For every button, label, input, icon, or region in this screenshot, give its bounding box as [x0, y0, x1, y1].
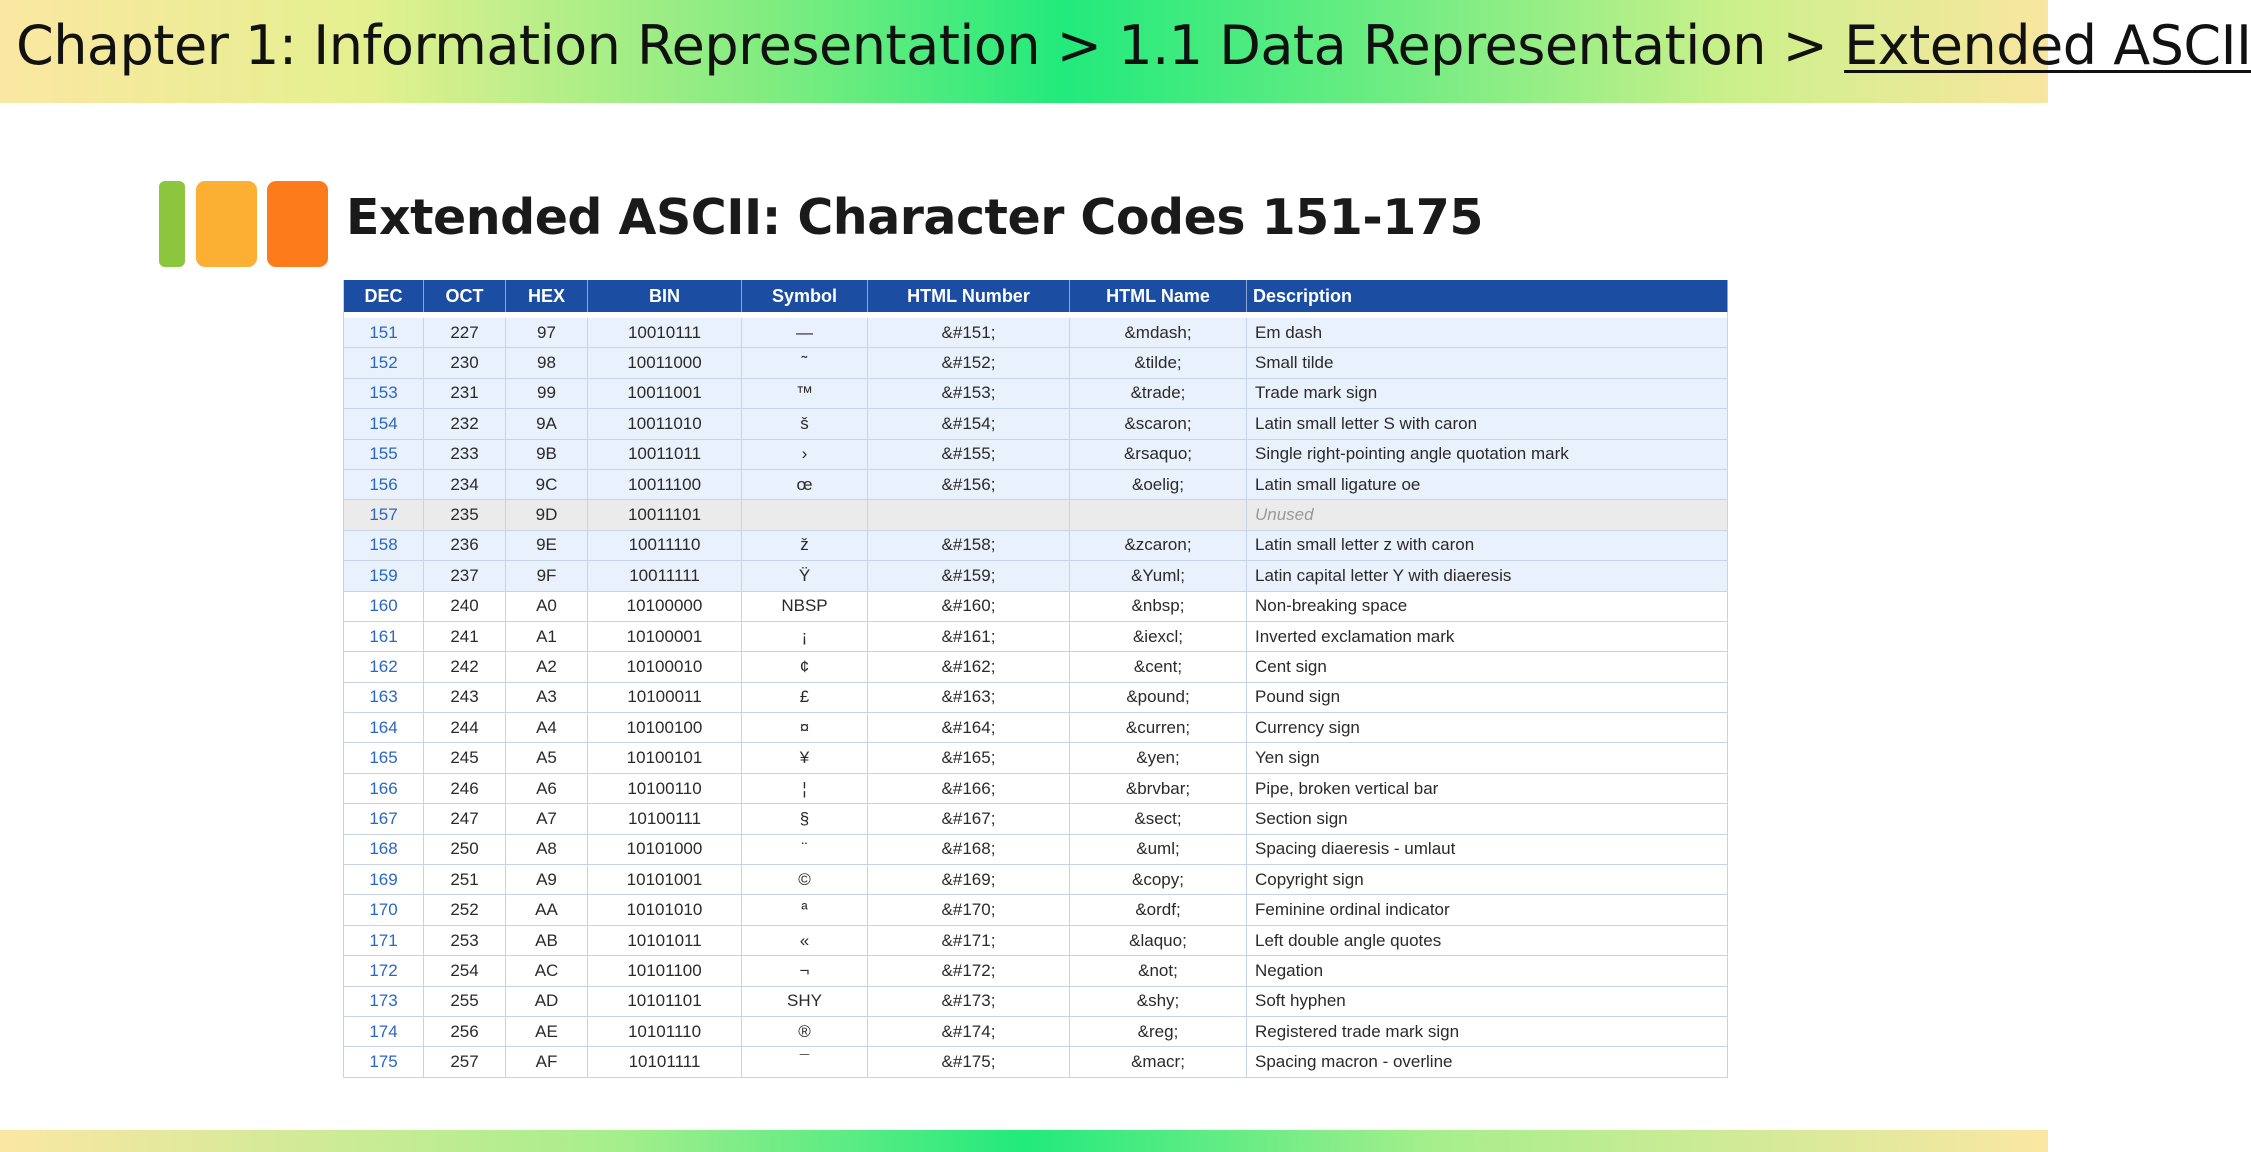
dec-cell: 153	[344, 378, 424, 408]
table-row	[344, 591, 1728, 621]
html-number-cell: &#173;	[868, 986, 1070, 1016]
dec-cell: 170	[344, 895, 424, 925]
oct-cell: 244	[424, 713, 506, 743]
table-row	[344, 500, 1728, 530]
bin-cell: 10101100	[588, 956, 742, 986]
table-row	[344, 773, 1728, 803]
table-row	[344, 409, 1728, 439]
html-name-cell: &curren;	[1070, 713, 1247, 743]
symbol-cell: «	[742, 925, 868, 955]
dec-cell: 157	[344, 500, 424, 530]
dec-cell: 151	[344, 318, 424, 348]
html-name-cell: &Yuml;	[1070, 561, 1247, 591]
oct-cell: 254	[424, 956, 506, 986]
table-header-row	[344, 280, 1728, 312]
table-body	[344, 312, 1728, 1077]
bin-cell: 10100011	[588, 682, 742, 712]
symbol-cell: ©	[742, 865, 868, 895]
table-row	[344, 530, 1728, 560]
symbol-cell: ¥	[742, 743, 868, 773]
html-name-cell: &zcaron;	[1070, 530, 1247, 560]
table-row	[344, 925, 1728, 955]
dec-cell: 154	[344, 409, 424, 439]
hex-cell: AF	[506, 1047, 588, 1077]
oct-cell: 255	[424, 986, 506, 1016]
symbol-cell	[742, 500, 868, 530]
bin-cell: 10011011	[588, 439, 742, 469]
description-cell: Spacing macron - overline	[1247, 1047, 1728, 1077]
html-number-cell: &#171;	[868, 925, 1070, 955]
html-number-cell: &#164;	[868, 713, 1070, 743]
oct-cell: 252	[424, 895, 506, 925]
dec-cell: 161	[344, 621, 424, 651]
column-header-dec: DEC	[344, 280, 424, 312]
description-cell: Trade mark sign	[1247, 378, 1728, 408]
symbol-cell: ˜	[742, 348, 868, 378]
page-title: Extended ASCII: Character Codes 151-175	[346, 189, 1483, 246]
dec-cell: 169	[344, 865, 424, 895]
hex-cell: AD	[506, 986, 588, 1016]
table-row	[344, 682, 1728, 712]
bin-cell: 10100000	[588, 591, 742, 621]
dec-cell: 167	[344, 804, 424, 834]
oct-cell: 230	[424, 348, 506, 378]
bin-cell: 10101001	[588, 865, 742, 895]
hex-cell: A3	[506, 682, 588, 712]
html-number-cell: &#172;	[868, 956, 1070, 986]
oct-cell: 246	[424, 773, 506, 803]
description-cell: Left double angle quotes	[1247, 925, 1728, 955]
table-row	[344, 561, 1728, 591]
symbol-cell: ¯	[742, 1047, 868, 1077]
bottom-banner	[0, 1130, 2048, 1152]
oct-cell: 233	[424, 439, 506, 469]
html-number-cell: &#165;	[868, 743, 1070, 773]
table-row	[344, 318, 1728, 348]
oct-cell: 251	[424, 865, 506, 895]
bin-cell: 10101011	[588, 925, 742, 955]
html-name-cell: &shy;	[1070, 986, 1247, 1016]
column-header-html-number: HTML Number	[868, 280, 1070, 312]
column-header-description: Description	[1247, 280, 1728, 312]
logo-bar-yellow	[196, 181, 257, 267]
table-row	[344, 865, 1728, 895]
html-number-cell: &#161;	[868, 621, 1070, 651]
dec-cell: 173	[344, 986, 424, 1016]
description-cell: Em dash	[1247, 318, 1728, 348]
symbol-cell: ¬	[742, 956, 868, 986]
column-header-hex: HEX	[506, 280, 588, 312]
html-number-cell: &#151;	[868, 318, 1070, 348]
bin-cell: 10011100	[588, 469, 742, 499]
html-number-cell: &#158;	[868, 530, 1070, 560]
description-cell: Currency sign	[1247, 713, 1728, 743]
html-name-cell: &rsaquo;	[1070, 439, 1247, 469]
hex-cell: A0	[506, 591, 588, 621]
oct-cell: 237	[424, 561, 506, 591]
hex-cell: AB	[506, 925, 588, 955]
description-cell: Small tilde	[1247, 348, 1728, 378]
html-name-cell: &pound;	[1070, 682, 1247, 712]
hex-cell: 9C	[506, 469, 588, 499]
html-number-cell: &#167;	[868, 804, 1070, 834]
dec-cell: 155	[344, 439, 424, 469]
bin-cell: 10100110	[588, 773, 742, 803]
oct-cell: 235	[424, 500, 506, 530]
html-number-cell: &#152;	[868, 348, 1070, 378]
html-number-cell: &#153;	[868, 378, 1070, 408]
table-row	[344, 713, 1728, 743]
hex-cell: AE	[506, 1016, 588, 1046]
symbol-cell: ª	[742, 895, 868, 925]
html-name-cell: &brvbar;	[1070, 773, 1247, 803]
dec-cell: 165	[344, 743, 424, 773]
description-cell: Negation	[1247, 956, 1728, 986]
description-cell: Latin small letter z with caron	[1247, 530, 1728, 560]
dec-cell: 159	[344, 561, 424, 591]
html-name-cell: &oelig;	[1070, 469, 1247, 499]
breadcrumb-current[interactable]: Extended ASCII	[1844, 14, 2251, 77]
dec-cell: 158	[344, 530, 424, 560]
dec-cell: 160	[344, 591, 424, 621]
bin-cell: 10011000	[588, 348, 742, 378]
hex-cell: A9	[506, 865, 588, 895]
description-cell: Cent sign	[1247, 652, 1728, 682]
symbol-cell: ™	[742, 378, 868, 408]
hex-cell: 9B	[506, 439, 588, 469]
description-cell: Pipe, broken vertical bar	[1247, 773, 1728, 803]
bin-cell: 10011010	[588, 409, 742, 439]
symbol-cell: ¦	[742, 773, 868, 803]
hex-cell: 9F	[506, 561, 588, 591]
html-number-cell: &#160;	[868, 591, 1070, 621]
description-cell: Latin small ligature oe	[1247, 469, 1728, 499]
symbol-cell: SHY	[742, 986, 868, 1016]
html-number-cell	[868, 500, 1070, 530]
symbol-cell: ¢	[742, 652, 868, 682]
oct-cell: 256	[424, 1016, 506, 1046]
oct-cell: 240	[424, 591, 506, 621]
description-cell: Spacing diaeresis - umlaut	[1247, 834, 1728, 864]
html-number-cell: &#169;	[868, 865, 1070, 895]
description-cell: Yen sign	[1247, 743, 1728, 773]
table-row	[344, 378, 1728, 408]
breadcrumb-chapter[interactable]: Chapter 1: Information Representation	[16, 14, 1041, 77]
hex-cell: A8	[506, 834, 588, 864]
html-name-cell: &copy;	[1070, 865, 1247, 895]
hex-cell: 9E	[506, 530, 588, 560]
breadcrumb-section[interactable]: 1.1 Data Representation	[1118, 14, 1766, 77]
html-number-cell: &#170;	[868, 895, 1070, 925]
oct-cell: 250	[424, 834, 506, 864]
hex-cell: A7	[506, 804, 588, 834]
html-name-cell: &macr;	[1070, 1047, 1247, 1077]
symbol-cell: ž	[742, 530, 868, 560]
symbol-cell: ¨	[742, 834, 868, 864]
html-number-cell: &#163;	[868, 682, 1070, 712]
symbol-cell: —	[742, 318, 868, 348]
oct-cell: 241	[424, 621, 506, 651]
html-name-cell: &laquo;	[1070, 925, 1247, 955]
html-name-cell: &trade;	[1070, 378, 1247, 408]
table-row	[344, 1016, 1728, 1046]
description-cell: Unused	[1247, 500, 1728, 530]
html-number-cell: &#156;	[868, 469, 1070, 499]
oct-cell: 257	[424, 1047, 506, 1077]
bin-cell: 10101000	[588, 834, 742, 864]
html-name-cell: &scaron;	[1070, 409, 1247, 439]
bin-cell: 10101010	[588, 895, 742, 925]
symbol-cell: ®	[742, 1016, 868, 1046]
bin-cell: 10010111	[588, 318, 742, 348]
table-row	[344, 621, 1728, 651]
table-row	[344, 652, 1728, 682]
bin-cell: 10011111	[588, 561, 742, 591]
symbol-cell: ¡	[742, 621, 868, 651]
table-row	[344, 956, 1728, 986]
hex-cell: 9D	[506, 500, 588, 530]
html-number-cell: &#154;	[868, 409, 1070, 439]
dec-cell: 152	[344, 348, 424, 378]
description-cell: Non-breaking space	[1247, 591, 1728, 621]
html-number-cell: &#166;	[868, 773, 1070, 803]
oct-cell: 253	[424, 925, 506, 955]
symbol-cell: NBSP	[742, 591, 868, 621]
dec-cell: 163	[344, 682, 424, 712]
bin-cell: 10100101	[588, 743, 742, 773]
html-number-cell: &#159;	[868, 561, 1070, 591]
table-row	[344, 1047, 1728, 1077]
bin-cell: 10100001	[588, 621, 742, 651]
bin-cell: 10011001	[588, 378, 742, 408]
html-name-cell: &not;	[1070, 956, 1247, 986]
html-name-cell: &nbsp;	[1070, 591, 1247, 621]
symbol-cell: §	[742, 804, 868, 834]
bin-cell: 10100010	[588, 652, 742, 682]
description-cell: Copyright sign	[1247, 865, 1728, 895]
column-header-symbol: Symbol	[742, 280, 868, 312]
hex-cell: A2	[506, 652, 588, 682]
hex-cell: 97	[506, 318, 588, 348]
oct-cell: 231	[424, 378, 506, 408]
html-number-cell: &#175;	[868, 1047, 1070, 1077]
table-row	[344, 804, 1728, 834]
dec-cell: 171	[344, 925, 424, 955]
breadcrumb-separator: >	[1765, 14, 1845, 77]
description-cell: Inverted exclamation mark	[1247, 621, 1728, 651]
oct-cell: 234	[424, 469, 506, 499]
bin-cell: 10011110	[588, 530, 742, 560]
html-name-cell	[1070, 500, 1247, 530]
table-row	[344, 834, 1728, 864]
symbol-cell: ›	[742, 439, 868, 469]
column-header-bin: BIN	[588, 280, 742, 312]
dec-cell: 156	[344, 469, 424, 499]
description-cell: Registered trade mark sign	[1247, 1016, 1728, 1046]
html-name-cell: &cent;	[1070, 652, 1247, 682]
bin-cell: 10101101	[588, 986, 742, 1016]
html-number-cell: &#155;	[868, 439, 1070, 469]
logo-bar-orange	[267, 181, 328, 267]
table-row	[344, 348, 1728, 378]
symbol-cell: œ	[742, 469, 868, 499]
bin-cell: 10100111	[588, 804, 742, 834]
html-number-cell: &#174;	[868, 1016, 1070, 1046]
description-cell: Soft hyphen	[1247, 986, 1728, 1016]
oct-cell: 247	[424, 804, 506, 834]
oct-cell: 236	[424, 530, 506, 560]
symbol-cell: ¤	[742, 713, 868, 743]
dec-cell: 162	[344, 652, 424, 682]
dec-cell: 174	[344, 1016, 424, 1046]
hex-cell: A6	[506, 773, 588, 803]
ascii-table	[343, 280, 1728, 1078]
hex-cell: AA	[506, 895, 588, 925]
bin-cell: 10101110	[588, 1016, 742, 1046]
hex-cell: A4	[506, 713, 588, 743]
oct-cell: 243	[424, 682, 506, 712]
html-name-cell: &yen;	[1070, 743, 1247, 773]
hex-cell: 99	[506, 378, 588, 408]
table-row	[344, 469, 1728, 499]
dec-cell: 172	[344, 956, 424, 986]
html-number-cell: &#168;	[868, 834, 1070, 864]
html-name-cell: &mdash;	[1070, 318, 1247, 348]
oct-cell: 227	[424, 318, 506, 348]
table-row	[344, 895, 1728, 925]
dec-cell: 166	[344, 773, 424, 803]
symbol-cell: Ÿ	[742, 561, 868, 591]
html-name-cell: &ordf;	[1070, 895, 1247, 925]
hex-cell: A5	[506, 743, 588, 773]
breadcrumb	[16, 14, 2251, 77]
bin-cell: 10100100	[588, 713, 742, 743]
html-name-cell: &reg;	[1070, 1016, 1247, 1046]
description-cell: Pound sign	[1247, 682, 1728, 712]
hex-cell: AC	[506, 956, 588, 986]
description-cell: Latin capital letter Y with diaeresis	[1247, 561, 1728, 591]
description-cell: Single right-pointing angle quotation mark	[1247, 439, 1728, 469]
column-header-html-name: HTML Name	[1070, 280, 1247, 312]
oct-cell: 242	[424, 652, 506, 682]
description-cell: Feminine ordinal indicator	[1247, 895, 1728, 925]
table-row	[344, 439, 1728, 469]
bin-cell: 10101111	[588, 1047, 742, 1077]
table-row	[344, 986, 1728, 1016]
hex-cell: 9A	[506, 409, 588, 439]
symbol-cell: £	[742, 682, 868, 712]
html-name-cell: &sect;	[1070, 804, 1247, 834]
html-name-cell: &tilde;	[1070, 348, 1247, 378]
html-name-cell: &uml;	[1070, 834, 1247, 864]
breadcrumb-separator: >	[1040, 14, 1119, 77]
logo-bar-green	[159, 181, 185, 267]
column-header-oct: OCT	[424, 280, 506, 312]
oct-cell: 232	[424, 409, 506, 439]
oct-cell: 245	[424, 743, 506, 773]
description-cell: Section sign	[1247, 804, 1728, 834]
description-cell: Latin small letter S with caron	[1247, 409, 1728, 439]
html-number-cell: &#162;	[868, 652, 1070, 682]
html-name-cell: &iexcl;	[1070, 621, 1247, 651]
hex-cell: 98	[506, 348, 588, 378]
dec-cell: 168	[344, 834, 424, 864]
symbol-cell: š	[742, 409, 868, 439]
table-row	[344, 743, 1728, 773]
dec-cell: 164	[344, 713, 424, 743]
dec-cell: 175	[344, 1047, 424, 1077]
hex-cell: A1	[506, 621, 588, 651]
bin-cell: 10011101	[588, 500, 742, 530]
